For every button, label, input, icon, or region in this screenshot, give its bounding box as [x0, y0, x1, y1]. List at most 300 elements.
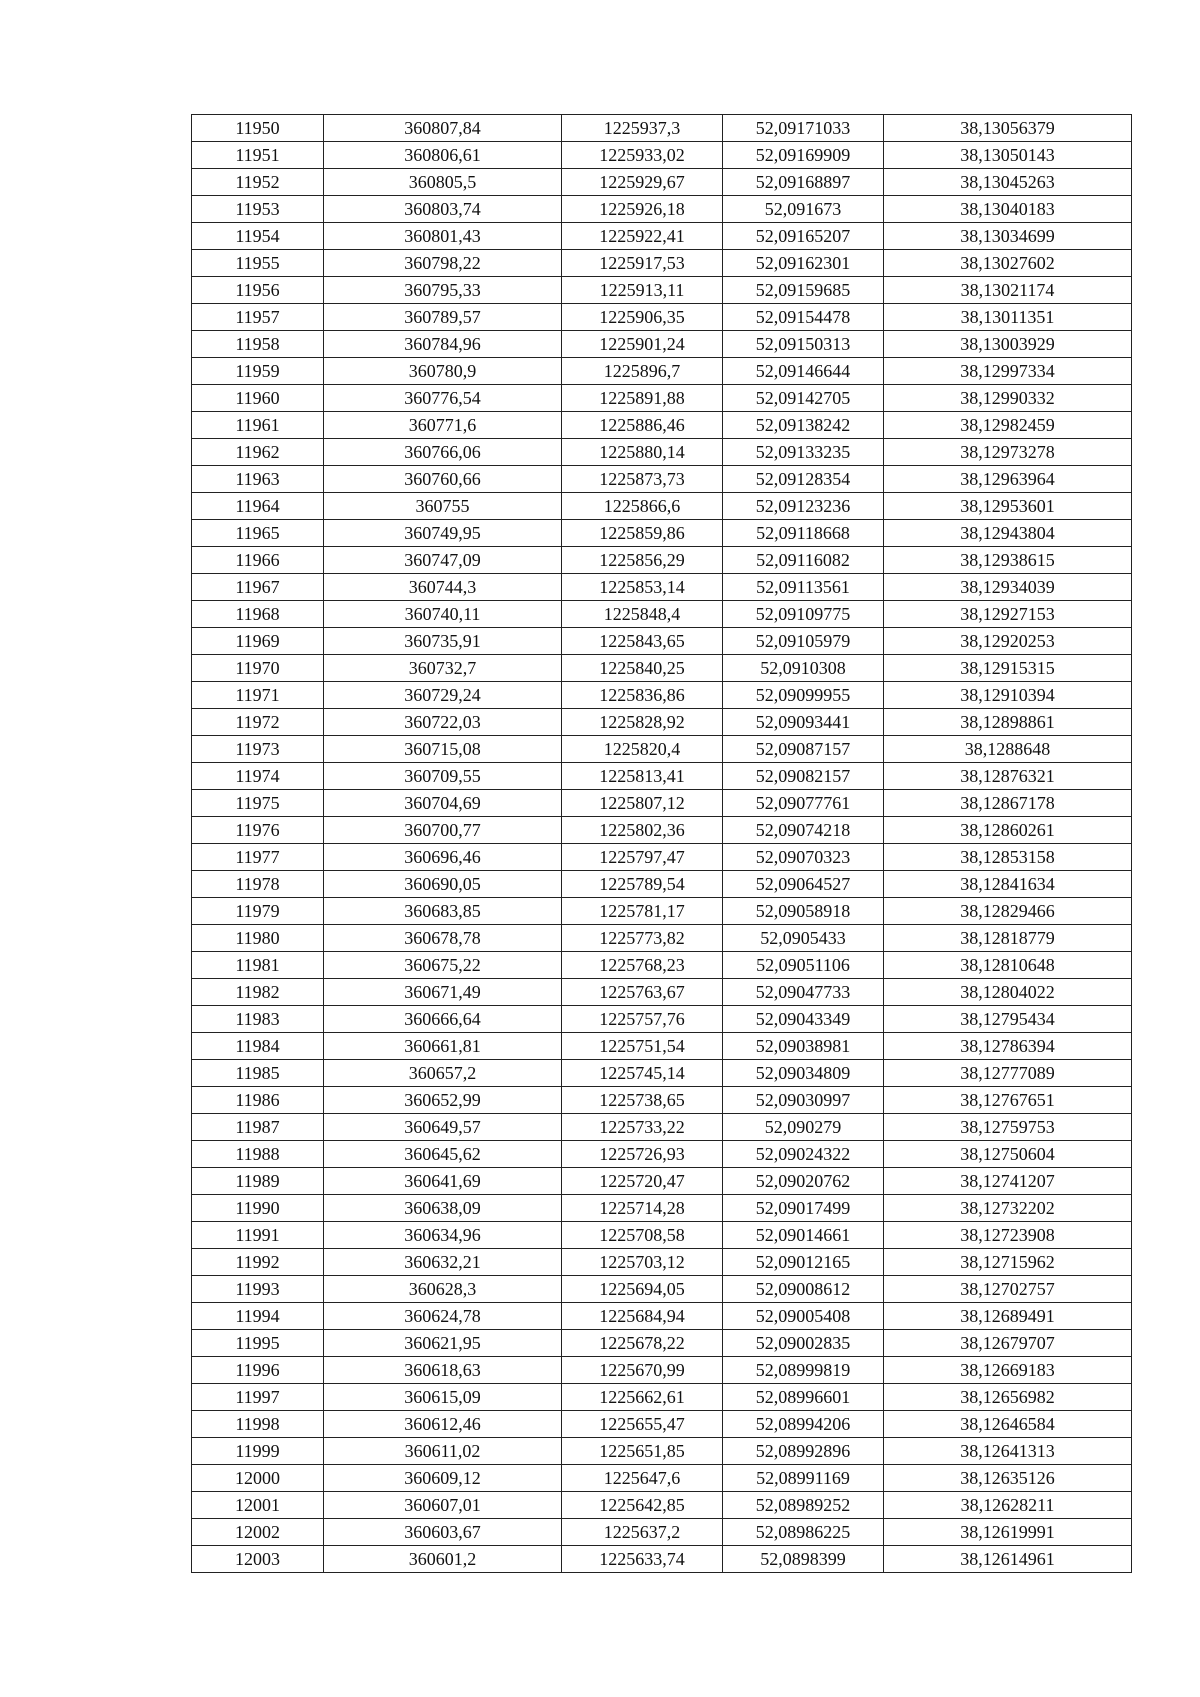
table-row	[192, 1546, 1132, 1573]
y-coordinate-cell: 1225678,22	[562, 1330, 723, 1357]
longitude-cell: 38,12614961	[884, 1546, 1132, 1573]
point-number-cell: 11959	[192, 358, 324, 385]
longitude-cell: 38,1288648	[884, 736, 1132, 763]
point-number-cell: 11982	[192, 979, 324, 1006]
y-coordinate-cell: 1225662,61	[562, 1384, 723, 1411]
point-number-cell: 12001	[192, 1492, 324, 1519]
table-row	[192, 574, 1132, 601]
table-row	[192, 358, 1132, 385]
point-number-cell: 11972	[192, 709, 324, 736]
point-number-cell: 11965	[192, 520, 324, 547]
x-coordinate-cell: 360805,5	[324, 169, 562, 196]
latitude-cell: 52,09024322	[723, 1141, 884, 1168]
coordinates-table	[191, 114, 1132, 1573]
point-number-cell: 11988	[192, 1141, 324, 1168]
y-coordinate-cell: 1225891,88	[562, 385, 723, 412]
longitude-cell: 38,12810648	[884, 952, 1132, 979]
x-coordinate-cell: 360709,55	[324, 763, 562, 790]
point-number-cell: 11980	[192, 925, 324, 952]
latitude-cell: 52,08994206	[723, 1411, 884, 1438]
longitude-cell: 38,12723908	[884, 1222, 1132, 1249]
y-coordinate-cell: 1225840,25	[562, 655, 723, 682]
point-number-cell: 11953	[192, 196, 324, 223]
latitude-cell: 52,09058918	[723, 898, 884, 925]
table-row	[192, 250, 1132, 277]
y-coordinate-cell: 1225714,28	[562, 1195, 723, 1222]
table-row	[192, 412, 1132, 439]
point-number-cell: 11993	[192, 1276, 324, 1303]
table-row	[192, 196, 1132, 223]
table-row	[192, 169, 1132, 196]
longitude-cell: 38,12702757	[884, 1276, 1132, 1303]
longitude-cell: 38,12635126	[884, 1465, 1132, 1492]
longitude-cell: 38,12943804	[884, 520, 1132, 547]
latitude-cell: 52,09014661	[723, 1222, 884, 1249]
x-coordinate-cell: 360649,57	[324, 1114, 562, 1141]
point-number-cell: 11984	[192, 1033, 324, 1060]
table-row	[192, 1060, 1132, 1087]
latitude-cell: 52,09012165	[723, 1249, 884, 1276]
table-row	[192, 1276, 1132, 1303]
point-number-cell: 11999	[192, 1438, 324, 1465]
y-coordinate-cell: 1225633,74	[562, 1546, 723, 1573]
point-number-cell: 11964	[192, 493, 324, 520]
longitude-cell: 38,12818779	[884, 925, 1132, 952]
y-coordinate-cell: 1225906,35	[562, 304, 723, 331]
x-coordinate-cell: 360645,62	[324, 1141, 562, 1168]
latitude-cell: 52,09074218	[723, 817, 884, 844]
longitude-cell: 38,12853158	[884, 844, 1132, 871]
y-coordinate-cell: 1225802,36	[562, 817, 723, 844]
latitude-cell: 52,09082157	[723, 763, 884, 790]
table-row	[192, 763, 1132, 790]
longitude-cell: 38,12741207	[884, 1168, 1132, 1195]
x-coordinate-cell: 360760,66	[324, 466, 562, 493]
longitude-cell: 38,13050143	[884, 142, 1132, 169]
point-number-cell: 11987	[192, 1114, 324, 1141]
y-coordinate-cell: 1225859,86	[562, 520, 723, 547]
point-number-cell: 11998	[192, 1411, 324, 1438]
table-row	[192, 871, 1132, 898]
longitude-cell: 38,12795434	[884, 1006, 1132, 1033]
point-number-cell: 11986	[192, 1087, 324, 1114]
x-coordinate-cell: 360678,78	[324, 925, 562, 952]
point-number-cell: 11975	[192, 790, 324, 817]
point-number-cell: 11978	[192, 871, 324, 898]
longitude-cell: 38,12619991	[884, 1519, 1132, 1546]
longitude-cell: 38,12876321	[884, 763, 1132, 790]
point-number-cell: 11985	[192, 1060, 324, 1087]
y-coordinate-cell: 1225738,65	[562, 1087, 723, 1114]
x-coordinate-cell: 360722,03	[324, 709, 562, 736]
longitude-cell: 38,13045263	[884, 169, 1132, 196]
y-coordinate-cell: 1225763,67	[562, 979, 723, 1006]
point-number-cell: 11991	[192, 1222, 324, 1249]
point-number-cell: 11954	[192, 223, 324, 250]
point-number-cell: 11958	[192, 331, 324, 358]
table-row	[192, 1519, 1132, 1546]
y-coordinate-cell: 1225880,14	[562, 439, 723, 466]
y-coordinate-cell: 1225901,24	[562, 331, 723, 358]
y-coordinate-cell: 1225684,94	[562, 1303, 723, 1330]
longitude-cell: 38,12804022	[884, 979, 1132, 1006]
y-coordinate-cell: 1225886,46	[562, 412, 723, 439]
latitude-cell: 52,09105979	[723, 628, 884, 655]
longitude-cell: 38,12860261	[884, 817, 1132, 844]
point-number-cell: 11967	[192, 574, 324, 601]
longitude-cell: 38,13021174	[884, 277, 1132, 304]
y-coordinate-cell: 1225937,3	[562, 115, 723, 142]
longitude-cell: 38,12938615	[884, 547, 1132, 574]
point-number-cell: 11963	[192, 466, 324, 493]
point-number-cell: 11994	[192, 1303, 324, 1330]
longitude-cell: 38,13027602	[884, 250, 1132, 277]
point-number-cell: 11968	[192, 601, 324, 628]
y-coordinate-cell: 1225933,02	[562, 142, 723, 169]
table-row	[192, 142, 1132, 169]
table-row	[192, 1249, 1132, 1276]
table-row	[192, 466, 1132, 493]
latitude-cell: 52,09162301	[723, 250, 884, 277]
latitude-cell: 52,09165207	[723, 223, 884, 250]
x-coordinate-cell: 360618,63	[324, 1357, 562, 1384]
longitude-cell: 38,13034699	[884, 223, 1132, 250]
longitude-cell: 38,12915315	[884, 655, 1132, 682]
longitude-cell: 38,12934039	[884, 574, 1132, 601]
y-coordinate-cell: 1225751,54	[562, 1033, 723, 1060]
latitude-cell: 52,08999819	[723, 1357, 884, 1384]
y-coordinate-cell: 1225789,54	[562, 871, 723, 898]
longitude-cell: 38,13003929	[884, 331, 1132, 358]
y-coordinate-cell: 1225651,85	[562, 1438, 723, 1465]
y-coordinate-cell: 1225768,23	[562, 952, 723, 979]
y-coordinate-cell: 1225828,92	[562, 709, 723, 736]
x-coordinate-cell: 360771,6	[324, 412, 562, 439]
latitude-cell: 52,09008612	[723, 1276, 884, 1303]
point-number-cell: 11957	[192, 304, 324, 331]
table-row	[192, 1195, 1132, 1222]
table-row	[192, 1087, 1132, 1114]
longitude-cell: 38,12829466	[884, 898, 1132, 925]
latitude-cell: 52,08996601	[723, 1384, 884, 1411]
x-coordinate-cell: 360624,78	[324, 1303, 562, 1330]
x-coordinate-cell: 360612,46	[324, 1411, 562, 1438]
table-row	[192, 520, 1132, 547]
point-number-cell: 11979	[192, 898, 324, 925]
latitude-cell: 52,09150313	[723, 331, 884, 358]
table-row	[192, 1168, 1132, 1195]
y-coordinate-cell: 1225922,41	[562, 223, 723, 250]
point-number-cell: 12000	[192, 1465, 324, 1492]
point-number-cell: 11956	[192, 277, 324, 304]
table-row	[192, 1384, 1132, 1411]
point-number-cell: 11960	[192, 385, 324, 412]
latitude-cell: 52,090279	[723, 1114, 884, 1141]
latitude-cell: 52,08989252	[723, 1492, 884, 1519]
x-coordinate-cell: 360807,84	[324, 115, 562, 142]
y-coordinate-cell: 1225929,67	[562, 169, 723, 196]
longitude-cell: 38,12732202	[884, 1195, 1132, 1222]
longitude-cell: 38,12990332	[884, 385, 1132, 412]
point-number-cell: 11971	[192, 682, 324, 709]
coordinates-table-body	[192, 115, 1132, 1573]
y-coordinate-cell: 1225637,2	[562, 1519, 723, 1546]
x-coordinate-cell: 360671,49	[324, 979, 562, 1006]
x-coordinate-cell: 360661,81	[324, 1033, 562, 1060]
table-row	[192, 304, 1132, 331]
x-coordinate-cell: 360652,99	[324, 1087, 562, 1114]
x-coordinate-cell: 360776,54	[324, 385, 562, 412]
table-row	[192, 1357, 1132, 1384]
x-coordinate-cell: 360666,64	[324, 1006, 562, 1033]
point-number-cell: 11977	[192, 844, 324, 871]
table-row	[192, 898, 1132, 925]
table-row	[192, 115, 1132, 142]
longitude-cell: 38,12750604	[884, 1141, 1132, 1168]
latitude-cell: 52,09051106	[723, 952, 884, 979]
latitude-cell: 52,09038981	[723, 1033, 884, 1060]
latitude-cell: 52,09020762	[723, 1168, 884, 1195]
point-number-cell: 11955	[192, 250, 324, 277]
x-coordinate-cell: 360801,43	[324, 223, 562, 250]
y-coordinate-cell: 1225856,29	[562, 547, 723, 574]
x-coordinate-cell: 360766,06	[324, 439, 562, 466]
longitude-cell: 38,12963964	[884, 466, 1132, 493]
point-number-cell: 11973	[192, 736, 324, 763]
longitude-cell: 38,12669183	[884, 1357, 1132, 1384]
latitude-cell: 52,091673	[723, 196, 884, 223]
y-coordinate-cell: 1225745,14	[562, 1060, 723, 1087]
table-row	[192, 1303, 1132, 1330]
y-coordinate-cell: 1225836,86	[562, 682, 723, 709]
y-coordinate-cell: 1225655,47	[562, 1411, 723, 1438]
table-row	[192, 1492, 1132, 1519]
x-coordinate-cell: 360634,96	[324, 1222, 562, 1249]
latitude-cell: 52,09118668	[723, 520, 884, 547]
table-row	[192, 1222, 1132, 1249]
latitude-cell: 52,09128354	[723, 466, 884, 493]
x-coordinate-cell: 360675,22	[324, 952, 562, 979]
longitude-cell: 38,12927153	[884, 601, 1132, 628]
x-coordinate-cell: 360601,2	[324, 1546, 562, 1573]
point-number-cell: 12002	[192, 1519, 324, 1546]
table-row	[192, 925, 1132, 952]
y-coordinate-cell: 1225694,05	[562, 1276, 723, 1303]
latitude-cell: 52,08991169	[723, 1465, 884, 1492]
x-coordinate-cell: 360700,77	[324, 817, 562, 844]
x-coordinate-cell: 360755	[324, 493, 562, 520]
y-coordinate-cell: 1225848,4	[562, 601, 723, 628]
longitude-cell: 38,12777089	[884, 1060, 1132, 1087]
point-number-cell: 11997	[192, 1384, 324, 1411]
table-row	[192, 1411, 1132, 1438]
y-coordinate-cell: 1225917,53	[562, 250, 723, 277]
latitude-cell: 52,09005408	[723, 1303, 884, 1330]
longitude-cell: 38,12759753	[884, 1114, 1132, 1141]
table-row	[192, 493, 1132, 520]
point-number-cell: 11962	[192, 439, 324, 466]
table-row	[192, 223, 1132, 250]
x-coordinate-cell: 360683,85	[324, 898, 562, 925]
point-number-cell: 11995	[192, 1330, 324, 1357]
table-row	[192, 1465, 1132, 1492]
y-coordinate-cell: 1225642,85	[562, 1492, 723, 1519]
y-coordinate-cell: 1225647,6	[562, 1465, 723, 1492]
x-coordinate-cell: 360795,33	[324, 277, 562, 304]
x-coordinate-cell: 360789,57	[324, 304, 562, 331]
x-coordinate-cell: 360806,61	[324, 142, 562, 169]
x-coordinate-cell: 360715,08	[324, 736, 562, 763]
table-row	[192, 844, 1132, 871]
latitude-cell: 52,09154478	[723, 304, 884, 331]
y-coordinate-cell: 1225670,99	[562, 1357, 723, 1384]
longitude-cell: 38,12982459	[884, 412, 1132, 439]
x-coordinate-cell: 360729,24	[324, 682, 562, 709]
y-coordinate-cell: 1225733,22	[562, 1114, 723, 1141]
table-row	[192, 439, 1132, 466]
point-number-cell: 11969	[192, 628, 324, 655]
y-coordinate-cell: 1225820,4	[562, 736, 723, 763]
y-coordinate-cell: 1225726,93	[562, 1141, 723, 1168]
latitude-cell: 52,09077761	[723, 790, 884, 817]
y-coordinate-cell: 1225813,41	[562, 763, 723, 790]
y-coordinate-cell: 1225853,14	[562, 574, 723, 601]
x-coordinate-cell: 360704,69	[324, 790, 562, 817]
latitude-cell: 52,0910308	[723, 655, 884, 682]
latitude-cell: 52,09034809	[723, 1060, 884, 1087]
y-coordinate-cell: 1225781,17	[562, 898, 723, 925]
longitude-cell: 38,13040183	[884, 196, 1132, 223]
table-row	[192, 952, 1132, 979]
table-row	[192, 817, 1132, 844]
y-coordinate-cell: 1225913,11	[562, 277, 723, 304]
latitude-cell: 52,09116082	[723, 547, 884, 574]
y-coordinate-cell: 1225926,18	[562, 196, 723, 223]
point-number-cell: 11970	[192, 655, 324, 682]
point-number-cell: 11966	[192, 547, 324, 574]
x-coordinate-cell: 360603,67	[324, 1519, 562, 1546]
x-coordinate-cell: 360632,21	[324, 1249, 562, 1276]
longitude-cell: 38,13056379	[884, 115, 1132, 142]
point-number-cell: 11950	[192, 115, 324, 142]
point-number-cell: 11974	[192, 763, 324, 790]
point-number-cell: 11983	[192, 1006, 324, 1033]
point-number-cell: 11976	[192, 817, 324, 844]
latitude-cell: 52,09070323	[723, 844, 884, 871]
latitude-cell: 52,08986225	[723, 1519, 884, 1546]
table-row	[192, 601, 1132, 628]
x-coordinate-cell: 360732,7	[324, 655, 562, 682]
table-row	[192, 1033, 1132, 1060]
point-number-cell: 12003	[192, 1546, 324, 1573]
longitude-cell: 38,12910394	[884, 682, 1132, 709]
longitude-cell: 38,12898861	[884, 709, 1132, 736]
longitude-cell: 38,12689491	[884, 1303, 1132, 1330]
latitude-cell: 52,09064527	[723, 871, 884, 898]
table-row	[192, 655, 1132, 682]
latitude-cell: 52,09138242	[723, 412, 884, 439]
x-coordinate-cell: 360657,2	[324, 1060, 562, 1087]
longitude-cell: 38,12767651	[884, 1087, 1132, 1114]
table-row	[192, 1006, 1132, 1033]
latitude-cell: 52,09171033	[723, 115, 884, 142]
table-row	[192, 628, 1132, 655]
x-coordinate-cell: 360784,96	[324, 331, 562, 358]
point-number-cell: 11996	[192, 1357, 324, 1384]
latitude-cell: 52,09168897	[723, 169, 884, 196]
table-row	[192, 331, 1132, 358]
y-coordinate-cell: 1225807,12	[562, 790, 723, 817]
x-coordinate-cell: 360611,02	[324, 1438, 562, 1465]
latitude-cell: 52,09169909	[723, 142, 884, 169]
point-number-cell: 11951	[192, 142, 324, 169]
point-number-cell: 11992	[192, 1249, 324, 1276]
longitude-cell: 38,12867178	[884, 790, 1132, 817]
latitude-cell: 52,09123236	[723, 493, 884, 520]
table-row	[192, 736, 1132, 763]
y-coordinate-cell: 1225866,6	[562, 493, 723, 520]
y-coordinate-cell: 1225873,73	[562, 466, 723, 493]
x-coordinate-cell: 360615,09	[324, 1384, 562, 1411]
x-coordinate-cell: 360628,3	[324, 1276, 562, 1303]
longitude-cell: 38,12646584	[884, 1411, 1132, 1438]
point-number-cell: 11952	[192, 169, 324, 196]
latitude-cell: 52,09047733	[723, 979, 884, 1006]
latitude-cell: 52,0905433	[723, 925, 884, 952]
y-coordinate-cell: 1225896,7	[562, 358, 723, 385]
longitude-cell: 38,12628211	[884, 1492, 1132, 1519]
x-coordinate-cell: 360803,74	[324, 196, 562, 223]
x-coordinate-cell: 360609,12	[324, 1465, 562, 1492]
x-coordinate-cell: 360696,46	[324, 844, 562, 871]
table-row	[192, 547, 1132, 574]
x-coordinate-cell: 360638,09	[324, 1195, 562, 1222]
latitude-cell: 52,0898399	[723, 1546, 884, 1573]
x-coordinate-cell: 360690,05	[324, 871, 562, 898]
y-coordinate-cell: 1225703,12	[562, 1249, 723, 1276]
latitude-cell: 52,09113561	[723, 574, 884, 601]
latitude-cell: 52,09043349	[723, 1006, 884, 1033]
latitude-cell: 52,09099955	[723, 682, 884, 709]
y-coordinate-cell: 1225773,82	[562, 925, 723, 952]
x-coordinate-cell: 360747,09	[324, 547, 562, 574]
latitude-cell: 52,09017499	[723, 1195, 884, 1222]
y-coordinate-cell: 1225843,65	[562, 628, 723, 655]
y-coordinate-cell: 1225720,47	[562, 1168, 723, 1195]
longitude-cell: 38,12997334	[884, 358, 1132, 385]
table-row	[192, 682, 1132, 709]
x-coordinate-cell: 360780,9	[324, 358, 562, 385]
point-number-cell: 11961	[192, 412, 324, 439]
table-row	[192, 790, 1132, 817]
latitude-cell: 52,09133235	[723, 439, 884, 466]
latitude-cell: 52,08992896	[723, 1438, 884, 1465]
x-coordinate-cell: 360740,11	[324, 601, 562, 628]
point-number-cell: 11989	[192, 1168, 324, 1195]
longitude-cell: 38,12786394	[884, 1033, 1132, 1060]
latitude-cell: 52,09093441	[723, 709, 884, 736]
latitude-cell: 52,09159685	[723, 277, 884, 304]
x-coordinate-cell: 360641,69	[324, 1168, 562, 1195]
x-coordinate-cell: 360735,91	[324, 628, 562, 655]
longitude-cell: 38,12953601	[884, 493, 1132, 520]
latitude-cell: 52,09109775	[723, 601, 884, 628]
x-coordinate-cell: 360621,95	[324, 1330, 562, 1357]
table-row	[192, 1141, 1132, 1168]
latitude-cell: 52,09002835	[723, 1330, 884, 1357]
table-row	[192, 277, 1132, 304]
latitude-cell: 52,09146644	[723, 358, 884, 385]
